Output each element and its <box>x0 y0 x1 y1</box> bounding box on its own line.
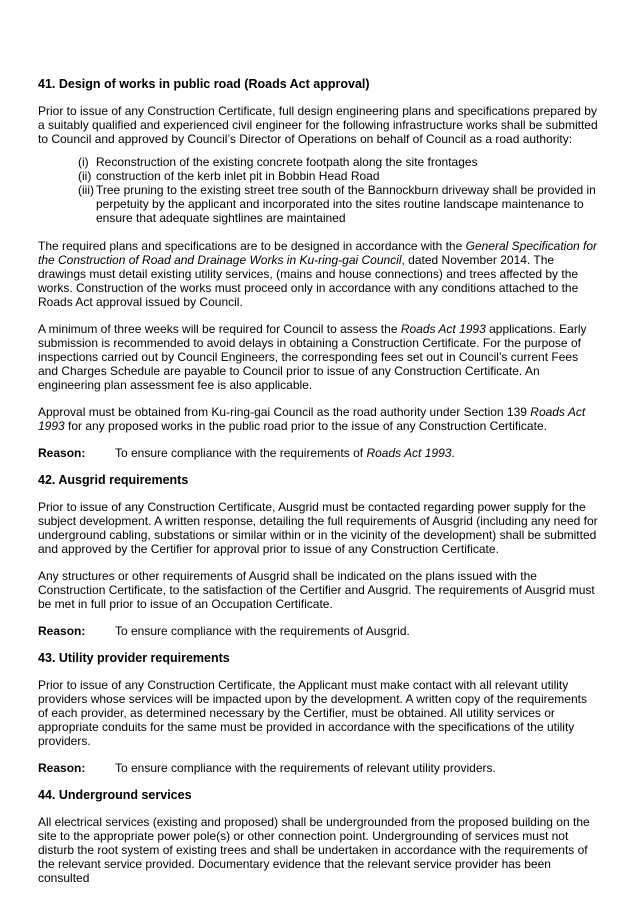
text-run: The required plans and specifications are to be designed in accordance with the <box>38 239 466 253</box>
list-item-text: Reconstruction of the existing concrete footpath along the site frontages <box>96 155 478 169</box>
section-41-paragraph-4 <box>38 405 600 433</box>
reason-label: Reason: <box>38 446 86 460</box>
section-41-works-list <box>78 155 600 225</box>
italic-reference: Roads Act 1993 <box>38 405 586 433</box>
document-page <box>38 77 600 898</box>
section-42-heading: 42. Ausgrid requirements <box>38 473 189 487</box>
text-run: To ensure compliance with the requirements of <box>115 446 367 460</box>
reason-text: To ensure compliance with the requirements of relevant utility providers. <box>115 761 496 775</box>
text-run: A minimum of three weeks will be required for Council to assess the <box>38 322 401 336</box>
text-run: , dated November 2014. The drawings must detail existing utility services, (mains and house connections) and trees affected by the works. Construction of the works must proceed only in accordance with any conditions attached to the Roads Act approval issued by Council. <box>38 253 579 309</box>
section-44-heading: 44. Underground services <box>38 788 192 802</box>
reason-text <box>115 446 455 460</box>
section-42-paragraph-2: Any structures or other requirements of Ausgrid shall be indicated on the plans issued with the Construction Certificate, to the satisfaction of the Certifier and Ausgrid. The requirements of Ausgrid must be met in full prior to issue of an Occupation Certificate. <box>38 569 595 611</box>
section-42-reason <box>38 624 600 638</box>
section-41-paragraph-3 <box>38 322 600 392</box>
list-item-number: (i) <box>78 155 89 169</box>
section-41-reason <box>38 446 600 460</box>
italic-reference: Roads Act 1993 <box>400 322 486 336</box>
reason-label: Reason: <box>38 624 86 638</box>
text-run: . <box>451 446 455 460</box>
text-run: Approval must be obtained from Ku-ring-gai Council as the road authority under Section 139 <box>38 405 531 419</box>
list-item-text: construction of the kerb inlet pit in Bobbin Head Road <box>96 169 380 183</box>
section-41-paragraph-2 <box>38 239 600 309</box>
italic-reference: General Specification for the Construction of Road and Drainage Works in Ku-ring-gai Council <box>38 239 598 267</box>
section-44-paragraph-1: All electrical services (existing and proposed) shall be undergrounded from the proposed building on the site to the appropriate power pole(s) or other connection point. Undergrounding of services must not disturb the root system of existing trees and shall be undertaken in accordance with the requirements of the relevant service provided. Documentary evidence that the relevant service provider has been consulted <box>38 815 590 885</box>
list-item-number: (iii) <box>78 183 94 197</box>
section-43-paragraph-1: Prior to issue of any Construction Certificate, the Applicant must make contact with all relevant utility providers whose services will be impacted upon by the development. A written copy of the requirements of each provider, as determined necessary by the Certifier, must be obtained. All utility services or appropriate conduits for the same must be provided in accordance with the specifications of the utility providers. <box>38 678 587 748</box>
section-43-reason <box>38 761 600 775</box>
list-item-text: Tree pruning to the existing street tree south of the Bannockburn driveway shall be provided in perpetuity by the applicant and incorporated into the sites routine landscape maintenance to ensure that adequate sightlines are maintained <box>96 183 596 225</box>
text-run: applications. Early submission is recommended to avoid delays in obtaining a Construction Certificate. For the purpose of inspections carried out by Council Engineers, the corresponding fees set out in Council’s current Fees and Charges Schedule are payable to Council prior to issue of any Construction Certificate. An engineering plan assessment fee is also applicable. <box>38 322 587 392</box>
text-run: for any proposed works in the public road prior to the issue of any Construction Certificate. <box>64 419 547 433</box>
section-43-heading: 43. Utility provider requirements <box>38 651 230 665</box>
italic-reference: Roads Act 1993 <box>366 446 452 460</box>
section-41-heading: 41. Design of works in public road (Roads Act approval) <box>38 77 370 91</box>
section-42-paragraph-1: Prior to issue of any Construction Certificate, Ausgrid must be contacted regarding power supply for the subject development. A written response, detailing the full requirements of Ausgrid (including any need for underground cabling, substations or similar within or in the vicinity of the development) shall be submitted and approved by the Certifier for approval prior to issue of any Construction Certificate. <box>38 500 598 556</box>
section-41-paragraph-1: Prior to issue of any Construction Certificate, full design engineering plans and specifications prepared by a suitably qualified and experienced civil engineer for the following infrastructure works shall be submitted to Council and approved by Council’s Director of Operations on behalf of Council as a road authority: <box>38 104 598 146</box>
list-item <box>78 183 600 225</box>
list-item-number: (ii) <box>78 169 92 183</box>
reason-text: To ensure compliance with the requirements of Ausgrid. <box>115 624 410 638</box>
reason-label: Reason: <box>38 761 86 775</box>
list-item <box>78 155 600 169</box>
list-item <box>78 169 600 183</box>
